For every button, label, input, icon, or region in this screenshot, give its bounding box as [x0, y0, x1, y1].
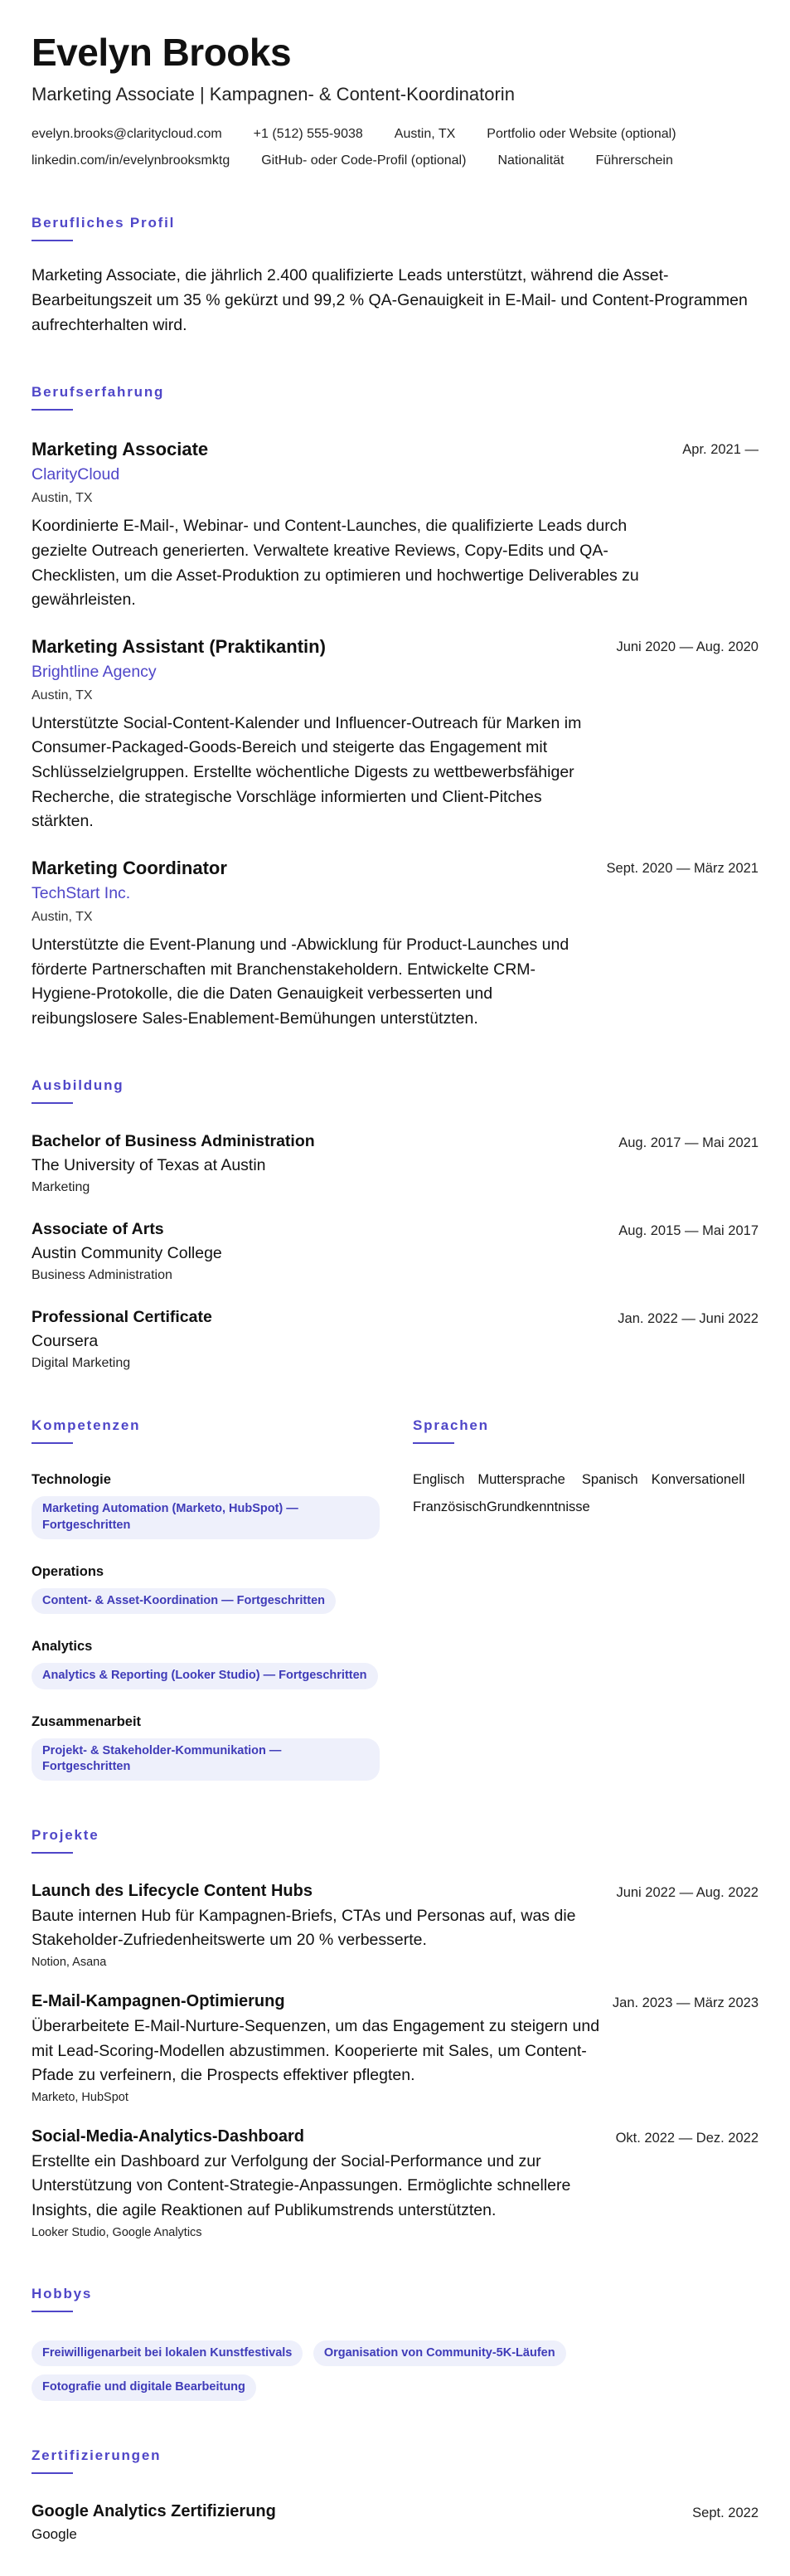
section-divider — [32, 2311, 73, 2312]
section-title: Ausbildung — [32, 1077, 124, 1094]
contact-nationality: Nationalität — [497, 153, 565, 168]
language-name: Spanisch — [581, 1472, 638, 1488]
contact-location: Austin, TX — [394, 126, 456, 141]
skill-group — [32, 1564, 380, 1615]
language-item — [582, 1472, 745, 1488]
experience-entry — [32, 636, 758, 834]
section-title: Sprachen — [413, 1417, 489, 1434]
job-description: Unterstützte Social-Content-Kalender und Influencer-Outreach für Marken im Consumer-Packaged-Goods-Bereich und steigerte das Engagement mit Schlüsselzielgruppen. Erstellte wöchentliche Digests zu wettbewerbsfähiger Recherche, die strategische Vorschläge informierten und Client-Pitches stärkten. — [32, 713, 582, 831]
skill-category: Operations — [32, 1563, 104, 1579]
field-of-study: Marketing — [32, 1180, 90, 1195]
project-description: Baute internen Hub für Kampagnen-Briefs, CTAs und Personas auf, was die Stakeholder-Zufriedenheitswerte um 20 % verbesserte. — [32, 1906, 576, 1949]
skill-pill: Analytics & Reporting (Looker Studio) — Fortgeschritten — [32, 1663, 378, 1689]
section-divider — [32, 1852, 73, 1854]
contact-portfolio[interactable]: Portfolio oder Website (optional) — [487, 126, 676, 141]
contact-github[interactable]: GitHub- oder Code-Profil (optional) — [261, 153, 467, 168]
job-dates: Apr. 2021 — — [682, 442, 758, 458]
contact-list — [32, 127, 758, 168]
education-dates: Jan. 2022 — Juni 2022 — [618, 1311, 758, 1327]
language-level: Muttersprache — [477, 1472, 565, 1488]
company-name: ClarityCloud — [32, 465, 120, 484]
company-name: Brightline Agency — [32, 662, 157, 681]
project-dates: Juni 2022 — Aug. 2022 — [616, 1884, 758, 1900]
project-tools: Looker Studio, Google Analytics — [32, 2225, 202, 2239]
certification-name: Google Analytics Zertifizierung — [32, 2501, 276, 2520]
profile-section — [32, 215, 758, 338]
profile-summary: Marketing Associate, die jährlich 2.400 qualifizierte Leads unterstützt, während die Asset-Bearbeitungszeit um 35 % gekürzt und 99,2 % QA-Genauigkeit in E-Mail- und Content-Programmen aufrechterhalten wird. — [32, 265, 748, 335]
project-dates: Okt. 2022 — Dez. 2022 — [615, 2131, 758, 2146]
section-title: Kompetenzen — [32, 1417, 141, 1434]
certification-entry — [32, 2502, 758, 2543]
education-entry — [32, 1308, 758, 1371]
project-tools: Notion, Asana — [32, 1956, 107, 1970]
skill-category: Zusammenarbeit — [32, 1713, 142, 1729]
skills-section — [32, 1417, 380, 1780]
section-title: Berufliches Profil — [32, 214, 176, 231]
projects-section — [32, 1827, 758, 2239]
section-title: Zertifizierungen — [32, 2447, 162, 2463]
certification-date: Sept. 2022 — [692, 2505, 758, 2520]
candidate-headline: Marketing Associate | Kampagnen- & Content-Koordinatorin — [32, 83, 515, 104]
certification-issuer: Google — [32, 2525, 77, 2542]
section-divider — [32, 2472, 73, 2474]
job-title: Marketing Coordinator — [32, 857, 227, 878]
job-title: Marketing Assistant (Praktikantin) — [32, 635, 326, 657]
hobbies-section — [32, 2286, 758, 2401]
project-name: E-Mail-Kampagnen-Optimierung — [32, 1992, 285, 2011]
skill-category: Technologie — [32, 1472, 111, 1488]
hobby-pill: Freiwilligenarbeit bei lokalen Kunstfestivals — [32, 2340, 303, 2367]
education-section — [32, 1077, 758, 1371]
school-name: Coursera — [32, 1332, 99, 1351]
resume-header — [32, 32, 758, 168]
project-entry — [32, 1992, 758, 2104]
job-dates: Sept. 2020 — März 2021 — [606, 860, 758, 876]
project-entry — [32, 2127, 758, 2239]
job-location: Austin, TX — [32, 909, 93, 924]
contact-linkedin[interactable]: linkedin.com/in/evelynbrooksmktg — [32, 153, 230, 168]
language-item — [413, 1472, 565, 1488]
job-title: Marketing Associate — [32, 439, 209, 460]
hobby-list — [32, 2332, 612, 2401]
section-title: Hobbys — [32, 2285, 93, 2301]
project-dates: Jan. 2023 — März 2023 — [612, 1995, 758, 2011]
school-name: The University of Texas at Austin — [32, 1156, 266, 1175]
education-dates: Aug. 2017 — Mai 2021 — [618, 1135, 758, 1151]
hobby-pill: Fotografie und digitale Bearbeitung — [32, 2374, 256, 2401]
skill-group — [32, 1639, 380, 1689]
contact-email[interactable]: evelyn.brooks@claritycloud.com — [32, 126, 222, 141]
skill-group — [32, 1472, 380, 1538]
section-title: Projekte — [32, 1826, 99, 1843]
languages-section — [413, 1417, 758, 1780]
degree-name: Associate of Arts — [32, 1220, 164, 1239]
section-divider — [413, 1442, 454, 1444]
education-entry — [32, 1132, 758, 1195]
education-entry — [32, 1220, 758, 1283]
language-level: Konversationell — [651, 1472, 745, 1488]
job-location: Austin, TX — [32, 688, 93, 702]
experience-entry — [32, 858, 758, 1032]
skill-pill: Marketing Automation (Marketo, HubSpot) — Fortgeschritten — [32, 1496, 380, 1538]
skill-group — [32, 1714, 380, 1781]
company-name: TechStart Inc. — [32, 883, 131, 902]
job-location: Austin, TX — [32, 491, 93, 506]
skill-pill: Projekt- & Stakeholder-Kommunikation — Fortgeschritten — [32, 1738, 380, 1781]
contact-license: Führerschein — [595, 153, 673, 168]
experience-entry — [32, 439, 758, 613]
certifications-section — [32, 2447, 758, 2543]
education-dates: Aug. 2015 — Mai 2017 — [618, 1223, 758, 1239]
section-divider — [32, 409, 73, 411]
field-of-study: Digital Marketing — [32, 1356, 131, 1371]
project-description: Überarbeitete E-Mail-Nurture-Sequenzen, um das Engagement zu steigern und mit Lead-Scoring-Modellen abzustimmen. Kooperierte mit Sales, um Content-Pfade zu verfeinern, die Prospects effektiver pflegten. — [32, 2017, 600, 2084]
school-name: Austin Community College — [32, 1244, 222, 1263]
skill-category: Analytics — [32, 1639, 93, 1655]
section-divider — [32, 1102, 73, 1104]
language-list — [413, 1472, 758, 1515]
language-name: Englisch — [413, 1472, 465, 1488]
degree-name: Bachelor of Business Administration — [32, 1132, 315, 1151]
contact-phone[interactable]: +1 (512) 555-9038 — [253, 126, 363, 141]
candidate-name: Evelyn Brooks — [32, 31, 292, 74]
project-name: Social-Media-Analytics-Dashboard — [32, 2127, 304, 2146]
language-level: Grundkenntnisse — [486, 1499, 590, 1515]
experience-section — [32, 384, 758, 1031]
skill-pill: Content- & Asset-Koordination — Fortgeschritten — [32, 1588, 336, 1615]
job-dates: Juni 2020 — Aug. 2020 — [616, 639, 758, 654]
skills-languages-row — [32, 1417, 758, 1780]
project-entry — [32, 1882, 758, 1970]
project-name: Launch des Lifecycle Content Hubs — [32, 1881, 313, 1900]
hobby-pill: Organisation von Community-5K-Läufen — [313, 2340, 566, 2367]
language-name: Französisch — [413, 1499, 487, 1515]
section-divider — [32, 1442, 73, 1444]
degree-name: Professional Certificate — [32, 1308, 212, 1327]
job-description: Unterstützte die Event-Planung und -Abwicklung für Product-Launches und förderte Partnerschaften mit Branchenstakeholdern. Entwickelte CRM-Hygiene-Protokolle, die die Daten Genauigkeit verbesserten und reibungslosere Sales-Enablement-Bemühungen unterstützten. — [32, 935, 569, 1028]
project-tools: Marketo, HubSpot — [32, 2091, 128, 2104]
project-description: Erstellte ein Dashboard zur Verfolgung der Social-Performance und zur Unterstützung von Content-Strategie-Anpassungen. Ermöglichte schnellere Insights, die agile Reaktionen auf Publikumstrends unterstützten. — [32, 2152, 571, 2219]
job-description: Koordinierte E-Mail-, Webinar- und Content-Launches, die qualifizierte Leads durch gezielte Outreach generierten. Verwaltete kreative Reviews, Copy-Edits und QA-Checklisten, um die Asset-Produktion zu optimieren und hochwertige Deliverables zu gewährleisten. — [32, 517, 639, 610]
section-title: Berufserfahrung — [32, 384, 165, 401]
section-divider — [32, 240, 73, 241]
field-of-study: Business Administration — [32, 1268, 172, 1283]
language-item — [413, 1499, 590, 1515]
